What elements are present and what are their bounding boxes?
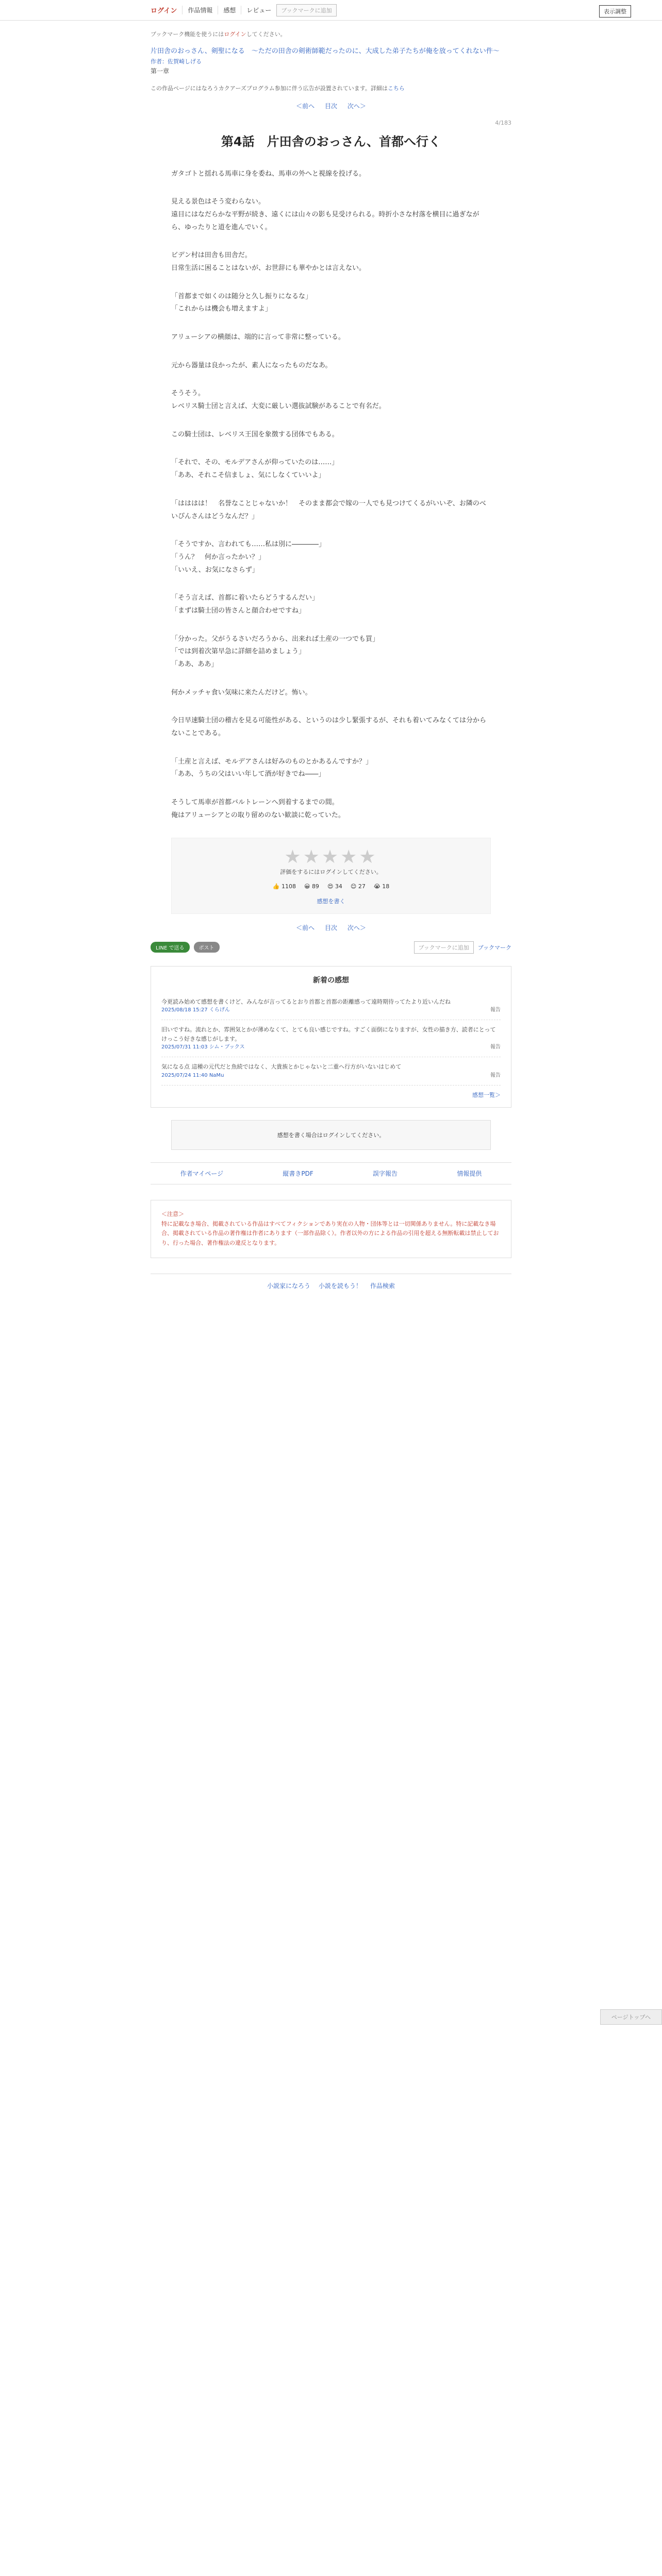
login-link[interactable]: ログイン xyxy=(151,7,177,15)
prev-link[interactable]: ＜前へ xyxy=(296,924,315,931)
toc-link[interactable]: 目次 xyxy=(324,924,337,931)
promo-text: この作品ページにはなろうカクアーズプログラム参加に伴う広告が設置されています。詳細は xyxy=(151,84,388,92)
notice-login-link[interactable]: ログイン xyxy=(224,31,246,38)
author-link[interactable]: 佐賀崎しげる xyxy=(168,58,202,65)
review-section xyxy=(151,966,511,1108)
reaction-item[interactable] xyxy=(327,883,342,890)
line-share-button[interactable]: LINE で送る xyxy=(151,942,190,953)
bookmark-add-button-bottom[interactable]: ブックマークに追加 xyxy=(414,941,474,954)
footer-link[interactable]: 小説を読もう！ xyxy=(318,1282,362,1290)
body-paragraph: 「そうですか、言われても……私は別に――――」 「うん？ 何か言ったかい？」 「いいえ、お気になさらず」 xyxy=(171,540,326,574)
promo-link[interactable]: こちら xyxy=(387,84,405,92)
author-label: 作者： xyxy=(151,58,168,65)
episode-title: 第4話 片田舎のおっさん、首都へ行く xyxy=(221,134,441,149)
body-paragraph: この騎士団は、レベリス王国を象徴する団体でもある。 xyxy=(171,430,339,438)
review-list xyxy=(161,992,501,1086)
review-date: 2025/07/31 11:03 xyxy=(161,1044,208,1050)
reaction-icon: 😊 xyxy=(350,883,357,890)
author-link-item[interactable]: 誤字報告 xyxy=(373,1170,398,1177)
prev-link[interactable]: ＜前へ xyxy=(296,102,315,110)
body-paragraph: 見える景色はそう変わらない。 遠目にはなだらかな平野が続き、遠くには山々の影も見受けられる。時折小さな村落を横目に過ぎながら、ゆったりと道を進んでいく。 xyxy=(171,198,479,231)
body-paragraph: 何かメッチャ食い気味に来たんだけど。怖い。 xyxy=(171,688,312,697)
top-bar xyxy=(0,0,662,21)
footer-link[interactable]: 作品検索 xyxy=(370,1282,395,1290)
review-item xyxy=(161,1020,501,1057)
reaction-icon: 😀 xyxy=(304,883,310,890)
notice-text: ブックマーク機能を使うには xyxy=(151,31,224,38)
body-paragraph: ガタゴトと揺れる馬車に身を委ね、馬車の外へと視線を投げる。 xyxy=(171,170,366,178)
notice-suffix: してください。 xyxy=(246,31,286,38)
reaction-count: 89 xyxy=(311,883,319,890)
series-info xyxy=(151,46,511,77)
review-item xyxy=(161,992,501,1021)
author-link-item[interactable]: 作者マイページ xyxy=(180,1170,224,1177)
body-paragraph: ビデン村は田舎も田舎だ。 日常生活に困ることはないが、お世辞にも華やかとは言えない。 xyxy=(171,251,366,272)
toc-link[interactable]: 目次 xyxy=(324,102,337,110)
author-links xyxy=(151,1162,511,1184)
works-link[interactable]: 作品情報 xyxy=(182,6,212,14)
reaction-item[interactable] xyxy=(351,883,366,890)
share-tools xyxy=(151,941,511,954)
review-link[interactable]: レビュー xyxy=(241,6,271,14)
reaction-count: 27 xyxy=(358,883,366,890)
post-share-button[interactable]: ポスト xyxy=(194,942,220,953)
body-paragraph: 「それで、その、モルデアさんが仰っていたのは……」 「ああ、それこそ信ましょ、気にしなくていいよ」 xyxy=(171,459,339,480)
next-link[interactable]: 次へ＞ xyxy=(347,924,366,931)
review-report-link[interactable]: 報告 xyxy=(490,1072,501,1078)
reaction-icon: 😭 xyxy=(373,883,380,890)
rating-message: 評価をするにはログインしてください。 xyxy=(280,868,382,875)
review-text: 旧いですね。流れとか、雰囲気とかが薄めなくて、とても良い感じですね。すごく面倒になりますが、女性の描き方、読者にとってけっこう好きな感じがします。 xyxy=(161,1026,496,1042)
review-heading: 新着の感想 xyxy=(313,976,349,985)
body-paragraph: 今日早速騎士団の稽古を見る可能性がある、というのは少し緊張するが、それも着いてみなくては分からないことである。 xyxy=(171,717,487,738)
reaction-count: 1108 xyxy=(281,883,296,890)
review-author[interactable]: NaMu xyxy=(209,1072,224,1078)
body-paragraph: 「首都まで如くのは随分と久し振りになるな」 「これからは機会も増えますよ」 xyxy=(171,292,312,313)
reaction-icon: 👍 xyxy=(272,883,280,890)
body-paragraph: 「はははは！ 名誉なことじゃないか！ そのまま都会で嫁の一人でも見つけてくるがいいぞ、お隣のべいぴんさんはどうなんだ？」 xyxy=(171,499,486,520)
caution-title: ＜注意＞ xyxy=(161,1210,184,1217)
reaction-item[interactable] xyxy=(304,883,319,890)
next-link[interactable]: 次へ＞ xyxy=(347,102,366,110)
body-paragraph: 「そう言えば、首都に着いたらどうするんだい」 「まずは騎士団の皆さんと顔合わせですね」 xyxy=(171,594,319,615)
review-item xyxy=(161,1057,501,1086)
reaction-item[interactable] xyxy=(374,883,389,890)
bookmark-link[interactable]: ブックマーク xyxy=(477,944,511,951)
review-date: 2025/08/18 15:27 xyxy=(161,1007,208,1013)
review-date: 2025/07/24 11:40 xyxy=(161,1072,208,1078)
body-paragraph: アリューシアの横顔は、端的に言って非常に整っている。 xyxy=(171,333,345,341)
author-link-item[interactable]: 縦書きPDF xyxy=(283,1170,313,1177)
review-login-box: 感想を書く場合はログインしてください。 xyxy=(171,1120,491,1150)
caution-text: 特に記載なき場合、掲載されている作品はすべてフィクションであり実在の人物・団体等とは一切関係ありません。特に記載なき場合、掲載されている作品の著作権は作者にあります（一部作品除く）。作者以外の方による作品の引用を超える無断転載は禁止しており、行った場合、著作権法の違反となります。 xyxy=(161,1220,499,1246)
reaction-icon: 😍 xyxy=(327,883,334,890)
series-title-link[interactable]: 片田舎のおっさん、剣聖になる 〜ただの田舎の剣術師範だったのに、大成した弟子たちが俺を放ってくれない件〜 xyxy=(151,47,500,55)
body-paragraph: 「分かった。父がうるさいだろうから、出来れば土産の一つでも買」 「では到着次第早急に詳細を詰めましょう」 「ああ、ああ」 xyxy=(171,635,379,668)
pager-top xyxy=(151,101,511,110)
caution-box xyxy=(151,1200,511,1258)
chapter-label: 第一章 xyxy=(151,67,170,75)
review-text: 気になる点 這種の元代だと魚続ではなく、大貴族とかじゃないと二重へ行方がいないはじめて xyxy=(161,1063,402,1071)
episode-counter: 4/183 xyxy=(495,119,511,126)
review-more-link[interactable]: 感想一覧＞ xyxy=(472,1091,501,1098)
reaction-list xyxy=(180,883,482,890)
rating-box xyxy=(171,838,491,914)
review-report-link[interactable]: 報告 xyxy=(490,1007,501,1013)
promo-notice xyxy=(151,84,511,92)
display-settings-button[interactable]: 表示調整 xyxy=(599,5,631,18)
write-review-link[interactable]: 感想を書く xyxy=(317,897,345,905)
body-paragraph: そうそう。 レベリス騎士団と言えば、大変に厳しい選抜試験があることで有名だ。 xyxy=(171,389,386,411)
pager-bottom xyxy=(151,923,511,932)
review-text: 今更読み始めて感想を書くけど、みんなが言ってるとおり首都と首都の距離感って遠時期待ってたより近いんだね xyxy=(161,998,451,1005)
bookmark-add-button[interactable]: ブックマークに追加 xyxy=(276,4,336,16)
reaction-item[interactable] xyxy=(273,883,296,890)
body-paragraph: 「土産と言えば、モルデアさんは好みのものとかあるんですか？」 「ああ、うちの父はいい年して酒が好きでね――」 xyxy=(171,757,373,778)
author-link-item[interactable]: 情報提供 xyxy=(457,1170,482,1177)
footer-link[interactable]: 小説家になろう xyxy=(267,1282,310,1290)
episode-body xyxy=(151,168,511,822)
footer-links xyxy=(151,1274,511,1297)
reaction-count: 18 xyxy=(382,883,390,890)
body-paragraph: そうして馬車が首都バルトレーンへ到着するまでの間。 俺はアリューシアとの取り留めのない歓談に乾っていた。 xyxy=(171,799,345,819)
reader-link[interactable]: 感想 xyxy=(218,6,236,14)
rating-stars[interactable]: ★★★★★ xyxy=(284,846,378,868)
reaction-count: 34 xyxy=(335,883,342,890)
page-top-button[interactable]: ページトップへ xyxy=(600,2009,662,2025)
body-paragraph: 元から器量は良かったが、素人になったものだなあ。 xyxy=(171,361,332,369)
review-report-link[interactable]: 報告 xyxy=(490,1044,501,1050)
review-author[interactable]: シム・ブックス xyxy=(209,1044,245,1050)
login-notice xyxy=(151,30,511,38)
review-author[interactable]: くらげん xyxy=(209,1007,230,1013)
